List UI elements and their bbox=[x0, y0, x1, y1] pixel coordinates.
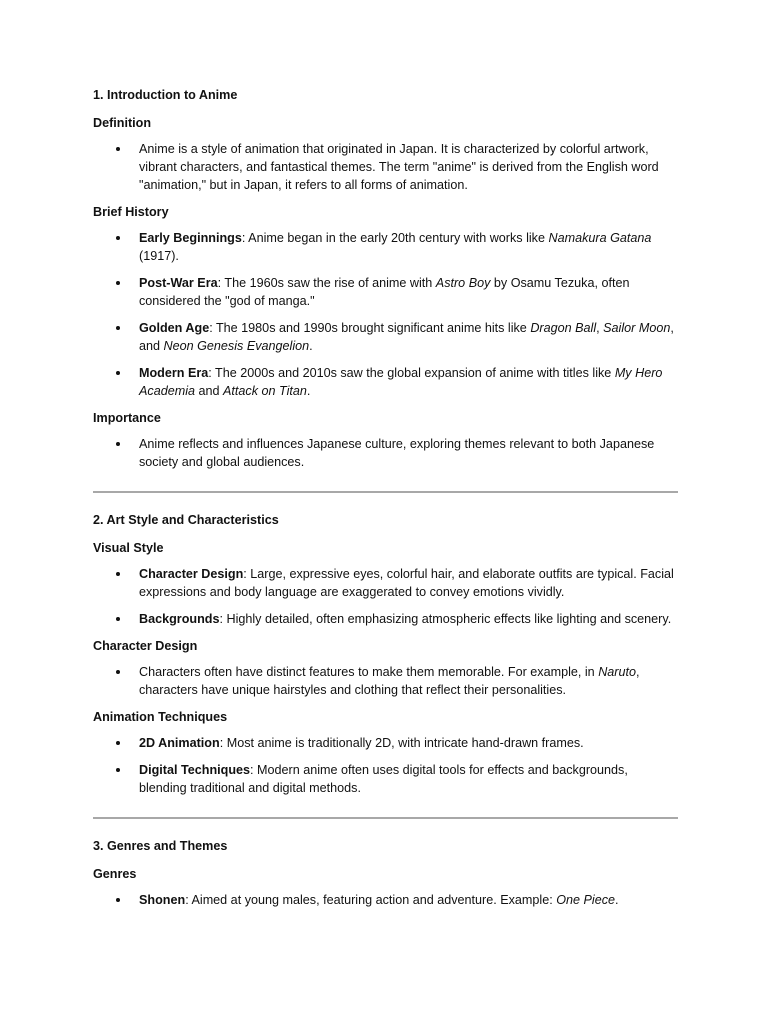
item-text: and bbox=[195, 384, 224, 398]
list-item bbox=[93, 140, 678, 194]
history-list bbox=[93, 229, 678, 400]
item-text: Anime is a style of animation that originated in Japan. It is characterized by colorful artwork, vibrant characters, and fantastical themes. The term "anime" is derived from the English word "animation," but in Japan, it refers to all forms of animation. bbox=[139, 142, 659, 192]
item-text: : The 1980s and 1990s brought significant anime hits like bbox=[209, 321, 531, 335]
subheading-importance: Importance bbox=[93, 411, 161, 425]
item-title: Dragon Ball bbox=[530, 321, 597, 335]
list-item bbox=[93, 435, 678, 471]
item-text: : Highly detailed, often emphasizing atmospheric effects like lighting and scenery. bbox=[219, 612, 672, 626]
list-item bbox=[93, 319, 678, 355]
list-item bbox=[93, 364, 678, 400]
list-item bbox=[93, 274, 678, 310]
list-item bbox=[93, 229, 678, 265]
item-text: . bbox=[306, 384, 311, 398]
item-text: : Anime began in the early 20th century with works like bbox=[241, 231, 549, 245]
subheading-brief-history: Brief History bbox=[93, 205, 169, 219]
section-divider bbox=[93, 491, 678, 493]
item-text: : Large, expressive eyes, colorful hair, and elaborate outfits are typical. Facial expressions and body language are exaggerated to convey emotions vividly. bbox=[139, 567, 674, 599]
item-text: , and bbox=[139, 321, 674, 353]
item-text: Characters often have distinct features to make them memorable. For example, in bbox=[139, 665, 599, 679]
item-text: : The 1960s saw the rise of anime with bbox=[217, 276, 436, 290]
item-text: : Modern anime often uses digital tools for effects and backgrounds, blending traditional and digital methods. bbox=[139, 763, 628, 795]
character-design-list bbox=[93, 663, 678, 699]
list-item bbox=[93, 761, 678, 797]
list-item bbox=[93, 891, 678, 909]
item-label: Shonen bbox=[139, 893, 186, 907]
item-text: : The 2000s and 2010s saw the global expansion of anime with titles like bbox=[208, 366, 615, 380]
item-title: One Piece bbox=[556, 893, 616, 907]
item-label: Golden Age bbox=[139, 321, 210, 335]
list-item bbox=[93, 565, 678, 601]
item-label: Backgrounds bbox=[139, 612, 220, 626]
item-title: My Hero Academia bbox=[139, 366, 663, 398]
item-title: Neon Genesis Evangelion bbox=[163, 339, 310, 353]
item-title: Sailor Moon bbox=[603, 321, 671, 335]
item-label: Early Beginnings bbox=[139, 231, 242, 245]
item-text: Anime reflects and influences Japanese culture, exploring themes relevant to both Japanese society and global audiences. bbox=[139, 437, 655, 469]
genres-list bbox=[93, 891, 678, 909]
list-item bbox=[93, 610, 678, 628]
item-title: Attack on Titan bbox=[223, 384, 307, 398]
item-title: Naruto bbox=[598, 665, 636, 679]
item-title: Namakura Gatana bbox=[548, 231, 652, 245]
item-label: 2D Animation bbox=[139, 736, 220, 750]
section-title-introduction: 1. Introduction to Anime bbox=[93, 88, 238, 102]
list-item bbox=[93, 734, 678, 752]
list-item bbox=[93, 663, 678, 699]
item-text: : Aimed at young males, featuring action and adventure. Example: bbox=[185, 893, 557, 907]
animation-techniques-list bbox=[93, 734, 678, 797]
item-title: Astro Boy bbox=[435, 276, 491, 290]
item-text: by Osamu Tezuka, often considered the "god of manga." bbox=[139, 276, 630, 308]
item-label: Post-War Era bbox=[139, 276, 218, 290]
item-label: Modern Era bbox=[139, 366, 209, 380]
section-title-art-style: 2. Art Style and Characteristics bbox=[93, 513, 279, 527]
item-text: , characters have unique hairstyles and clothing that reflect their personalities. bbox=[139, 665, 640, 697]
section-divider bbox=[93, 817, 678, 819]
section-title-genres-themes: 3. Genres and Themes bbox=[93, 839, 228, 853]
item-text: : Most anime is traditionally 2D, with intricate hand-drawn frames. bbox=[219, 736, 584, 750]
item-text: . bbox=[615, 893, 619, 907]
subheading-genres: Genres bbox=[93, 867, 137, 881]
item-text: . bbox=[309, 339, 313, 353]
importance-list bbox=[93, 435, 678, 471]
item-label: Digital Techniques bbox=[139, 763, 251, 777]
subheading-visual-style: Visual Style bbox=[93, 541, 164, 555]
subheading-character-design: Character Design bbox=[93, 639, 198, 653]
item-label: Character Design bbox=[139, 567, 244, 581]
definition-list bbox=[93, 140, 678, 194]
item-text: (1917). bbox=[139, 249, 179, 263]
subheading-animation-techniques: Animation Techniques bbox=[93, 710, 228, 724]
visual-style-list bbox=[93, 565, 678, 628]
subheading-definition: Definition bbox=[93, 116, 152, 130]
item-text: , bbox=[596, 321, 604, 335]
